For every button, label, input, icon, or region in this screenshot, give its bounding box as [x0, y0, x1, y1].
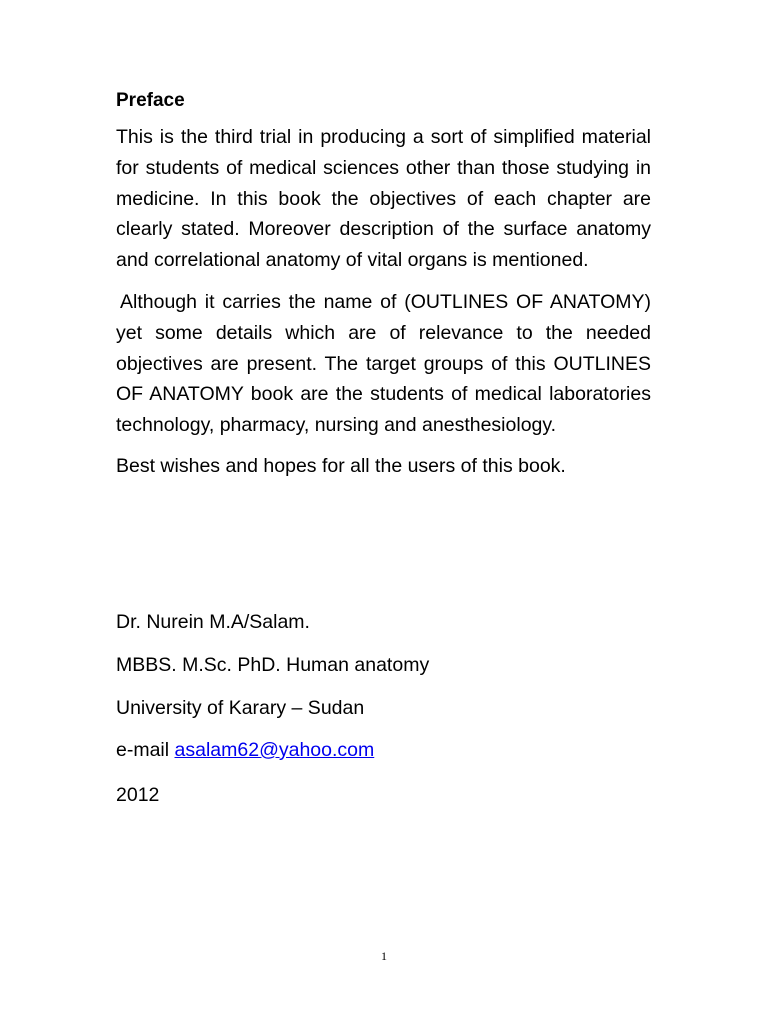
page-number: 1 — [381, 949, 387, 963]
paragraph-intro: This is the third trial in producing a sort of simplified material for students of medical sciences other than those studying in medicine. In this book the objectives of each chapter are clearly stated. Moreover description of the surface anatomy and correlational anatomy of vital organs is mentioned. — [116, 126, 651, 272]
email-label: e-mail — [116, 739, 175, 761]
email-link[interactable]: asalam62@yahoo.com — [174, 739, 375, 761]
preface-heading: Preface — [116, 90, 185, 111]
author-degrees: MBBS. M.Sc. PhD. Human anatomy — [116, 654, 430, 676]
author-name: Dr. Nurein M.A/Salam. — [116, 611, 310, 633]
paragraph-target-groups: Although it carries the name of (OUTLINES OF ANATOMY) yet some details which are of relevance to the needed objectives are present. The target groups of this OUTLINES OF ANATOMY book are the students of medical laboratories technology, pharmacy, nursing and anesthesiology. — [116, 290, 651, 437]
paragraph-best-wishes: Best wishes and hopes for all the users of this book. — [116, 454, 566, 477]
author-affiliation: University of Karary – Sudan — [116, 697, 365, 719]
author-email-line — [116, 736, 374, 764]
preface-body — [116, 88, 651, 480]
publication-year: 2012 — [116, 784, 160, 806]
